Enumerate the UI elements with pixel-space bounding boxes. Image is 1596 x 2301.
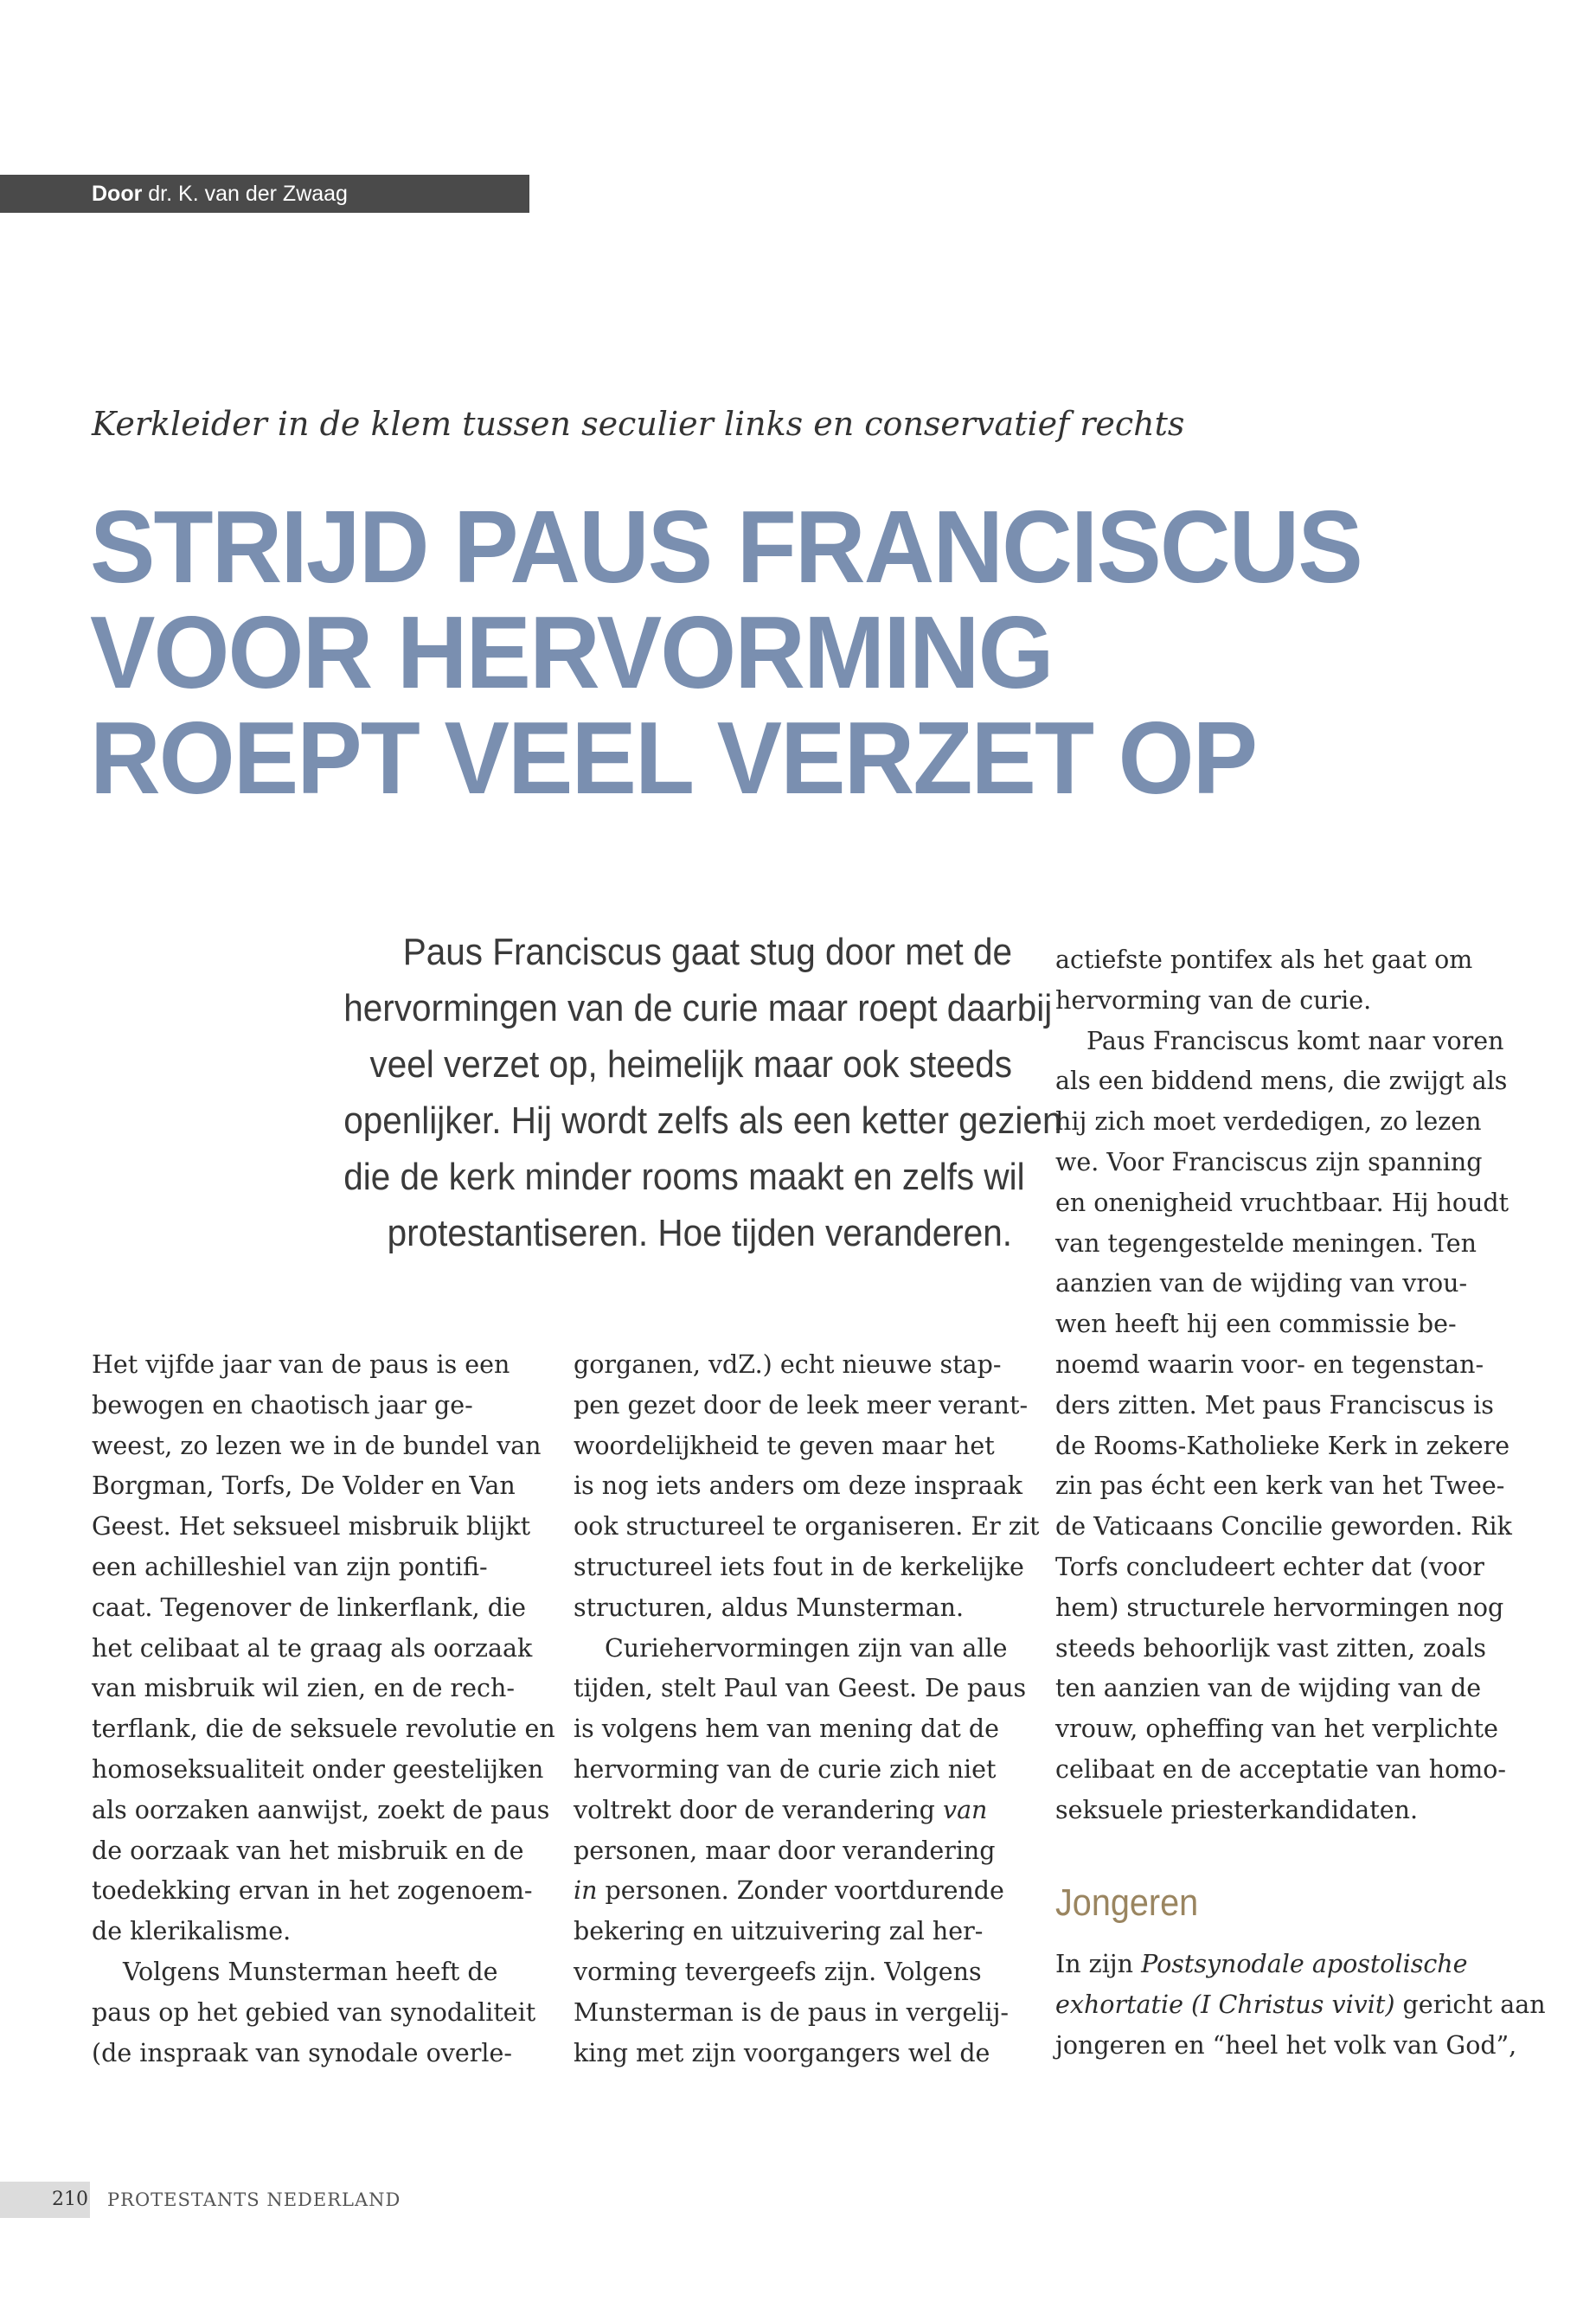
intro-line: hervormingen van de curie maar roept daarbij [343,987,1053,1029]
headline-line: ROEPT VEEL VERZET OP [90,701,1257,816]
intro-line: openlijker. Hij wordt zelfs als een ketter gezien [343,1099,1062,1142]
text-span: In zijn [1055,1950,1142,1978]
section-heading: Jongeren [1055,1881,1199,1924]
intro-line: die de kerk minder rooms maakt en zelfs wil [343,1156,1025,1198]
text-line: Geest. Het seksueel misbruik blijkt [92,1512,531,1541]
text-line: Volgens Munsterman heeft de [123,1957,498,1986]
headline-line: VOOR HERVORMING [90,595,1053,710]
text-line: terflank, die de seksuele revolutie en [92,1715,555,1744]
text-line [574,1871,1023,1912]
publication-name: PROTESTANTS NEDERLAND [107,2189,401,2210]
article-headline [90,490,1454,816]
intro-line: veel verzet op, heimelijk maar ook steeds [369,1043,1013,1086]
text-line: toedekking ervan in het zogenoem- [92,1876,533,1906]
emphasis-text: exhortatie (I Christus vivit) [1055,1990,1395,2019]
text-line: bekering en uitzuivering zal her- [574,1917,984,1946]
text-line: aanzien van de wijding van vrou- [1055,1269,1468,1298]
text-line: de Vaticaans Concilie geworden. Rik [1055,1512,1512,1541]
text-line: de Rooms-Katholieke Kerk in zekere [1055,1431,1510,1460]
text-line: van tegengestelde meningen. Ten [1055,1228,1477,1258]
text-line: paus op het gebied van synodaliteit [92,1997,536,2027]
text-line: vrouw, opheffing van het verplichte [1055,1715,1498,1744]
text-line [574,1791,1023,1831]
text-line: structuren, aldus Munsterman. [574,1593,965,1622]
text-line: celibaat en de acceptatie van homo- [1055,1754,1507,1784]
text-line: seksuele priesterkandidaten. [1055,1795,1419,1824]
text-line: structureel iets fout in de kerkelijke [574,1552,1024,1581]
text-span: gericht aan [1394,1990,1546,2019]
text-line: personen, maar door verandering [574,1836,996,1865]
body-column-3-continued [1055,1945,1546,2066]
text-line: hem) structurele hervormingen nog [1055,1593,1504,1622]
text-line: hervorming van de curie. [1055,985,1372,1015]
text-line [1055,1945,1522,1985]
text-line: ders zitten. Met paus Franciscus is [1055,1390,1494,1420]
text-line: ook structureel te organiseren. Er zit [574,1512,1040,1541]
text-line: pen gezet door de leek meer verant- [574,1390,1029,1420]
text-line: het celibaat al te graag als oorzaak [92,1633,533,1663]
author-prefix: Door [92,182,143,206]
text-span: voltrekt door de verandering [574,1795,943,1824]
headline-line: STRIJD PAUS FRANCISCUS [90,490,1362,605]
intro-line: protestantiseren. Hoe tijden veranderen. [387,1212,1012,1254]
author-bar [0,175,529,213]
text-line: Het vijfde jaar van de paus is een [92,1350,510,1379]
text-line: zin pas écht een kerk van het Twee- [1055,1471,1505,1501]
text-line: vorming tevergeefs zijn. Volgens [574,1957,982,1986]
text-line: jongeren en “heel het volk van God”, [1055,2030,1517,2060]
text-line: bewogen en chaotisch jaar ge- [92,1390,473,1420]
text-line: weest, zo lezen we in de bundel van [92,1431,542,1460]
text-line: steeds behoorlijk vast zitten, zoals [1055,1633,1487,1663]
text-line: (de inspraak van synodale overle- [92,2038,512,2067]
article-subtitle: Kerkleider in de klem tussen seculier links en conservatief rechts [92,405,1185,443]
body-column-1 [92,1345,555,2073]
text-line: actiefste pontifex als het gaat om [1055,945,1473,974]
text-line: de oorzaak van het misbruik en de [92,1836,524,1865]
author-name: dr. K. van der Zwaag [148,182,348,206]
text-line: hij zich moet verdedigen, zo lezen [1055,1107,1482,1137]
text-line: ten aanzien van de wijding van de [1055,1674,1482,1703]
text-line: en onenigheid vruchtbaar. Hij houdt [1055,1188,1509,1217]
text-line: tijden, stelt Paul van Geest. De paus [574,1674,1027,1703]
text-line: een achilleshiel van zijn pontifi- [92,1552,488,1581]
text-line: is nog iets anders om deze inspraak [574,1471,1023,1501]
text-line: als oorzaken aanwijst, zoekt de paus [92,1795,550,1824]
text-line: van misbruik wil zien, en de rech- [92,1674,515,1703]
text-line: de klerikalisme. [92,1917,292,1946]
body-column-2 [574,1345,1040,2073]
text-line [1055,1985,1546,2026]
text-line: wen heeft hij een commissie be- [1055,1310,1457,1339]
text-line: Curiehervormingen zijn van alle [605,1633,1008,1663]
text-line: Paus Franciscus komt naar voren [1086,1026,1504,1055]
text-line: we. Voor Franciscus zijn spanning [1055,1147,1483,1176]
page-number: 210 [52,2189,88,2210]
text-line: king met zijn voorgangers wel de [574,2038,990,2067]
text-line: Borgman, Torfs, De Volder en Van [92,1471,516,1501]
body-column-3 [1055,940,1512,1831]
intro-line: Paus Franciscus gaat stug door met de [402,931,1012,973]
text-line: woordelijkheid te geven maar het [574,1431,995,1460]
text-line: Munsterman is de paus in vergelij- [574,1997,1010,2027]
emphasis-text: van [942,1795,988,1824]
text-line: gorganen, vdZ.) echt nieuwe stap- [574,1350,1002,1379]
text-span: personen. Zonder voortdurende [597,1876,1004,1906]
text-line: is volgens hem van mening dat de [574,1715,1000,1744]
text-line: noemd waarin voor- en tegenstan- [1055,1349,1484,1379]
text-line: caat. Tegenover de linkerflank, die [92,1593,526,1622]
text-line: als een biddend mens, die zwijgt als [1055,1067,1508,1096]
emphasis-text: in [574,1876,598,1906]
text-line: homoseksualiteit onder geestelijken [92,1754,544,1784]
intro-lead [343,924,1062,1261]
emphasis-text: Postsynodale apostolische [1141,1950,1468,1978]
text-line: hervorming van de curie zich niet [574,1754,997,1784]
text-line: Torfs concludeert echter dat (voor [1055,1552,1484,1581]
